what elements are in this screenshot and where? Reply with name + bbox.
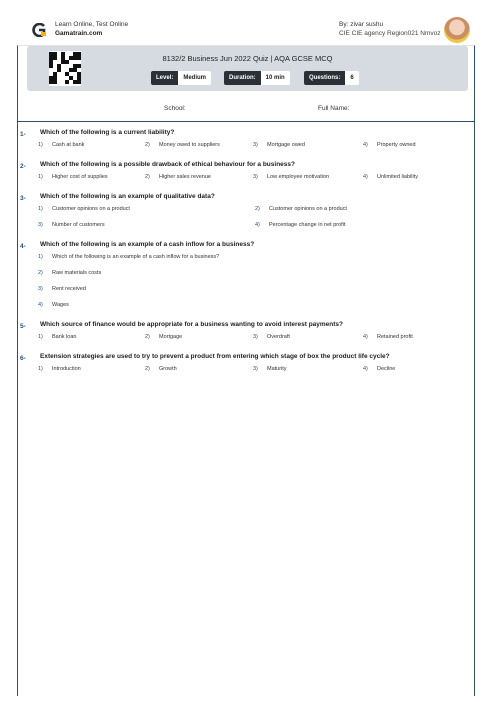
option-2[interactable]: 2) Customer opinions on a product — [255, 206, 347, 212]
option-1[interactable]: 1) Which of the following is an example of a cash inflow for a business? — [38, 254, 220, 260]
divider — [17, 121, 475, 122]
question-text: Which of the following is a current liability? — [40, 129, 175, 136]
option-3[interactable]: 3) Maturity — [253, 366, 287, 372]
question-number: 4- — [20, 243, 26, 250]
option-3[interactable]: 3) Mortgage owed — [253, 142, 305, 148]
question-number: 1- — [20, 131, 26, 138]
option-4[interactable]: 4) Retained profit — [363, 334, 413, 340]
avatar — [444, 17, 470, 43]
top-bar — [17, 14, 475, 46]
option-2[interactable]: 2) Money owed to suppliers — [145, 142, 220, 148]
question-number: 5- — [20, 323, 26, 330]
duration-label: Duration: — [224, 71, 261, 85]
option-1[interactable]: 1) Introduction — [38, 366, 81, 372]
qr-module — [77, 64, 81, 68]
quiz-title: 8132/2 Business Jun 2022 Quiz | AQA GCSE MCQ — [162, 54, 333, 63]
question-text: Which of the following is a possible drawback of ethical behaviour for a business? — [40, 161, 295, 168]
option-3[interactable]: 3) Number of customers — [38, 222, 105, 228]
option-4[interactable]: 4) Property owned — [363, 142, 416, 148]
question-text: Which of the following is an example of qualitative data? — [40, 193, 215, 200]
question-text: Extension strategies are used to try to prevent a product from entering which stage of box the product life cycle? — [40, 353, 390, 360]
option-4[interactable]: 4) Percentage change in net profit — [255, 222, 346, 228]
qr-module — [65, 80, 69, 84]
option-4[interactable]: 4) Decline — [363, 366, 396, 372]
option-1[interactable]: 1) Higher cost of supplies — [38, 174, 108, 180]
brand-tagline: Learn Online, Test Online — [55, 21, 129, 28]
question-number: 6- — [20, 355, 26, 362]
question-number: 3- — [20, 195, 26, 202]
option-3[interactable]: 3) Overdraft — [253, 334, 290, 340]
option-4[interactable]: 4) Unlimited liability — [363, 174, 418, 180]
full-name-label: Full Name: — [318, 105, 350, 112]
question-text: Which source of finance would be appropriate for a business wanting to avoid interest payments? — [40, 321, 344, 328]
option-2[interactable]: 2) Higher sales revenue — [145, 174, 211, 180]
brand-site[interactable]: Gamatrain.com — [55, 30, 103, 37]
questions-label: Questions: — [304, 71, 345, 85]
question-number: 2- — [20, 163, 26, 170]
quiz-header — [27, 46, 468, 91]
author-name: By: zivar sushu — [339, 21, 384, 28]
option-2[interactable]: 2) Growth — [145, 366, 177, 372]
option-1[interactable]: 1) Bank loan — [38, 334, 77, 340]
option-2[interactable]: 2) Mortgage — [145, 334, 183, 340]
level-chip — [151, 71, 211, 85]
qr-module — [57, 68, 61, 72]
school-label: School: — [164, 105, 186, 112]
duration-chip — [224, 71, 290, 85]
question-text: Which of the following is an example of a cash inflow for a business? — [40, 241, 255, 248]
option-4[interactable]: 4) Wages — [38, 302, 69, 308]
level-label: Level: — [151, 71, 178, 85]
author-org: CIE CIE agency Region021 Nmvoz — [339, 30, 441, 37]
qr-module — [53, 80, 57, 84]
option-1[interactable]: 1) Customer opinions on a product — [38, 206, 130, 212]
option-2[interactable]: 2) Raw materials costs — [38, 270, 102, 276]
option-3[interactable]: 3) Rent received — [38, 286, 86, 292]
qr-module — [49, 64, 53, 68]
duration-value: 10 min — [261, 71, 290, 85]
qr-module — [77, 80, 81, 84]
questions-value: 6 — [345, 71, 358, 85]
option-3[interactable]: 3) Low employee motivation — [253, 174, 330, 180]
level-value: Medium — [178, 71, 211, 85]
questions-chip — [304, 71, 359, 85]
gamatrain-logo-icon — [31, 23, 47, 37]
option-1[interactable]: 1) Cash at bank — [38, 142, 85, 148]
